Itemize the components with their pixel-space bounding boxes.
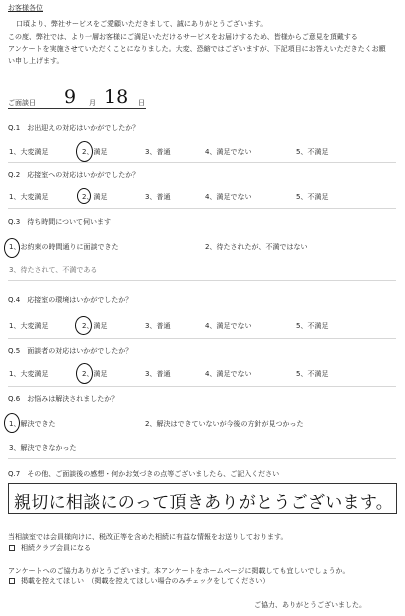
q1-option-2: 2、満足 [82,148,108,156]
intro-line: アンケートを実施させていただくことになりました。大変、恐縮ではございますが、下記項目にお答えいただきたくお願 [8,45,386,53]
publish-notice: アンケートへのご協力ありがとうございます。本アンケートをホームページに掲載しても宜しいでしょうか。 [8,567,350,575]
divider [8,208,396,209]
q2-question: Q.2 応接室への対応はいかがでしたか？ [8,171,140,179]
date-day-value: 18 [104,86,129,108]
divider [8,280,396,281]
q2-option-5: 5、不満足 [296,193,329,201]
date-label: ご面談日 [8,99,36,107]
q3-question: Q.3 待ち時間について伺います [8,218,112,226]
q2-option-1: 1、大変満足 [9,193,49,201]
q5-option-2: 2、満足 [82,370,108,378]
q6-option-3: 3、解決できなかった [9,444,77,452]
q2-answer-circle [77,188,91,204]
q5-question: Q.5 面談者の対応はいかがでしたか？ [8,347,133,355]
divider [8,338,396,339]
q2-option-4: 4、満足でない [205,193,252,201]
q5-option-5: 5、不満足 [296,370,329,378]
q1-option-3: 3、普通 [145,148,171,156]
intro-line: 口頃より、弊社サービスをご愛顧いただきまして、誠にありがとうございます。 [16,20,268,28]
q4-answer-circle [75,316,92,335]
q5-option-1: 1、大変満足 [9,370,49,378]
q2-option-2: 2、満足 [82,193,108,201]
q3-option-2: 2、待たされたが、不満ではない [205,243,308,251]
q4-option-4: 4、満足でない [205,322,252,330]
club-notice: 当相談室では会員様向けに、税改正等を含めた相続に有益な情報をお送りしております。 [8,533,288,541]
club-checkbox-label: 相続クラブ会員になる [21,544,91,552]
q4-question: Q.4 応接室の環境はいかがでしたか？ [8,296,133,304]
q5-option-4: 4、満足でない [205,370,252,378]
q3-option-3: 3、待たされて、不満である [9,266,98,274]
q2-option-3: 3、普通 [145,193,171,201]
q1-option-1: 1、大変満足 [9,148,49,156]
date-month-unit: 月 [89,99,96,107]
club-checkbox[interactable] [9,545,15,551]
q6-question: Q.6 お悩みは解決されましたか？ [8,395,119,403]
q3-answer-circle [4,238,20,258]
q1-option-4: 4、満足でない [205,148,252,156]
divider [8,458,396,459]
intro-line: この度、弊社では、より一層お客様にご満足いただけるサービスをお届けするため、皆様からご意見を頂戴する [8,33,358,41]
q1-question: Q.1 お出迎えの対応はいかがでしたか？ [8,124,140,132]
q6-option-2: 2、解決はできていないが今後の方針が見つかった [145,420,304,428]
publish-checkbox[interactable] [9,578,15,584]
q7-question: Q.7 その他、ご面談後の感想・何かお気づきの点等ございましたら、ご記入ください [8,470,280,478]
q5-answer-circle [76,363,93,384]
thanks-text: ご協力、ありがとうございました。 [254,601,366,609]
q7-handwritten-answer: 親切に相談にのって頂きありがとうございます。 [14,493,394,513]
date-month-value: 9 [64,86,77,108]
q1-option-5: 5、不満足 [296,148,329,156]
q4-option-2: 2、満足 [82,322,108,330]
q6-option-1: 1、解決できた [9,420,56,428]
divider [8,162,396,163]
divider [8,386,396,387]
intro-line: い申し上げます。 [8,57,64,65]
q1-answer-circle [76,141,93,162]
publish-checkbox-label: 掲載を控えてほしい （掲載を控えてほしい場合のみチェックをしてください） [21,577,270,585]
date-underline [8,108,146,109]
q4-option-5: 5、不満足 [296,322,329,330]
q4-option-3: 3、普通 [145,322,171,330]
q5-option-3: 3、普通 [145,370,171,378]
salutation: お客様各位 [8,4,43,12]
q3-option-1: 1、お約束の時間通りに面談できた [9,243,119,251]
date-day-unit: 日 [138,99,145,107]
q4-option-1: 1、大変満足 [9,322,49,330]
q6-answer-circle [4,413,20,433]
